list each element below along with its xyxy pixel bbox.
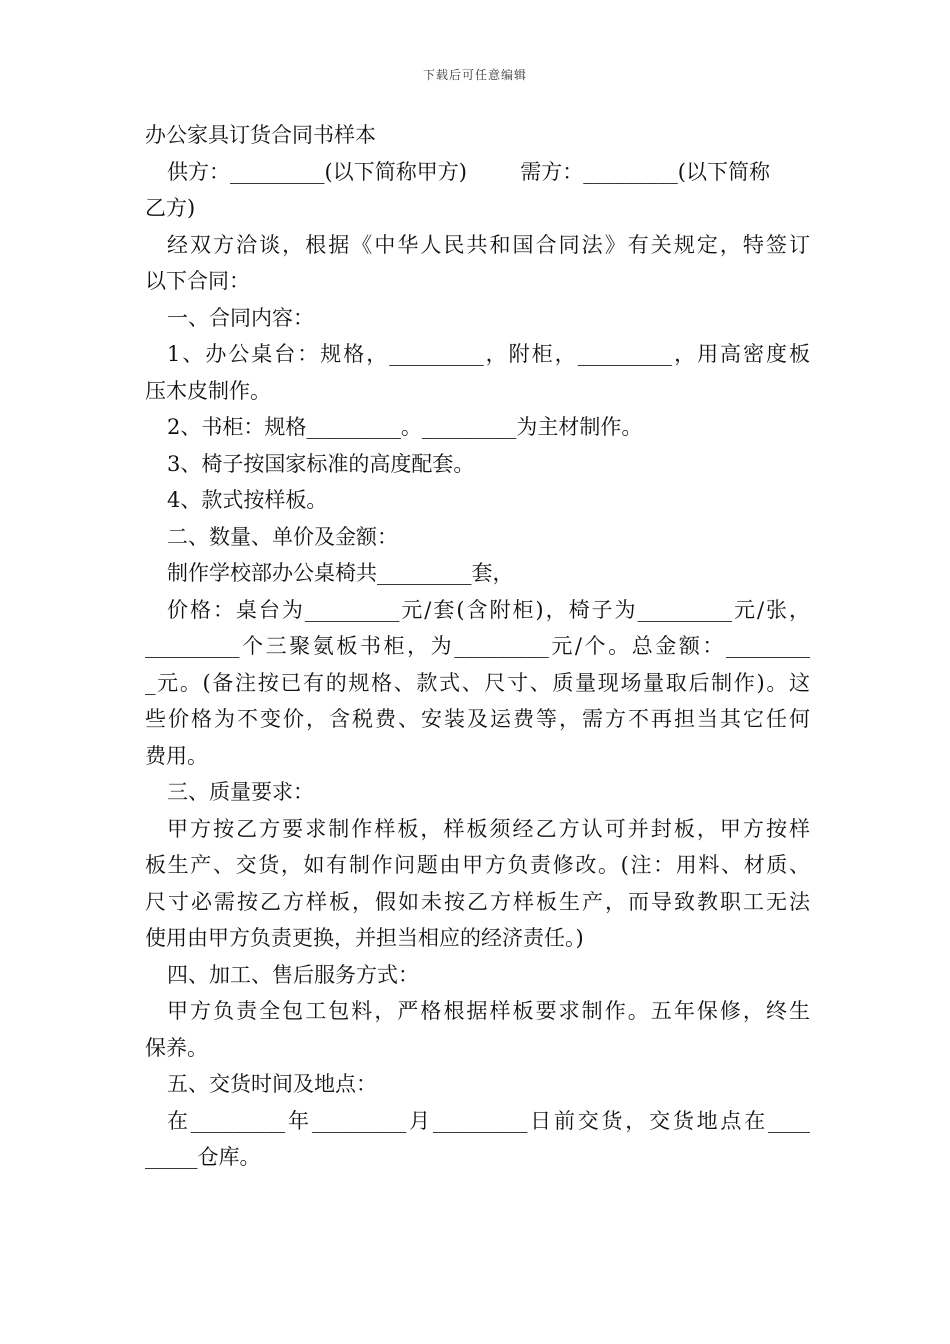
- document-line: _____仓库。: [145, 1145, 261, 1169]
- document-line: 一、合同内容：: [167, 305, 314, 330]
- document-line: 费用。: [145, 743, 208, 768]
- document-line: 以下合同：: [145, 269, 250, 293]
- document-line: _________个三聚氨板书柜，为_________元/个。总金额：________: [145, 634, 810, 658]
- document-line: 2、书柜：规格_________。_________为主材制作。: [167, 415, 643, 439]
- document-line: 乙方): [145, 196, 196, 220]
- document-line: 三、质量要求：: [167, 780, 314, 804]
- document-title: 办公家具订货合同书样本: [145, 123, 376, 147]
- document-body: [145, 117, 810, 1176]
- document-line: 尺寸必需按乙方样板，假如未按乙方样板生产，而导致教职工无法: [145, 889, 810, 914]
- document-line: 二、数量、单价及金额：: [167, 524, 398, 549]
- document-line: 制作学校部办公桌椅共_________套，: [167, 561, 514, 585]
- document-line: 保养。: [145, 1035, 208, 1060]
- document-line: 甲方按乙方要求制作样板，样板须经乙方认可并封板，甲方按样: [167, 816, 810, 841]
- document-line: 供方：_________(以下简称甲方) 需方：_________(以下简称: [167, 159, 770, 184]
- document-line: 经双方洽谈，根据《中华人民共和国合同法》有关规定，特签订: [167, 232, 810, 257]
- document-line: 五、交货时间及地点：: [167, 1072, 377, 1096]
- document-line: 压木皮制作。: [145, 378, 271, 403]
- document-line: 在_________年_________月_________日前交货，交货地点在____: [167, 1108, 810, 1133]
- document-line: 四、加工、售后服务方式：: [167, 962, 419, 987]
- document-line: 3、椅子按国家标准的高度配套。: [167, 451, 475, 476]
- header-note: 下载后可任意编辑: [422, 68, 527, 82]
- document-line: 甲方负责全包工包料，严格根据样板要求制作。五年保修，终生: [167, 999, 810, 1023]
- document-line: 些价格为不变价，含税费、安装及运费等，需方不再担当其它任何: [145, 707, 810, 731]
- document-line: 价格：桌台为_________元/套(含附柜)，椅子为_________元/张，: [167, 597, 810, 622]
- document-lines: [145, 154, 810, 1176]
- document-line: 4、款式按样板。: [167, 488, 328, 512]
- document-line: 板生产、交货，如有制作问题由甲方负责修改。(注：用料、材质、: [145, 853, 810, 877]
- document-line: _元。(备注按已有的规格、款式、尺寸、质量现场量取后制作)。这: [145, 670, 810, 695]
- document-line: 使用由甲方负责更换，并担当相应的经济责任。): [145, 926, 584, 950]
- document-line: 1、办公桌台：规格，_________，附柜，_________，用高密度板: [167, 342, 810, 366]
